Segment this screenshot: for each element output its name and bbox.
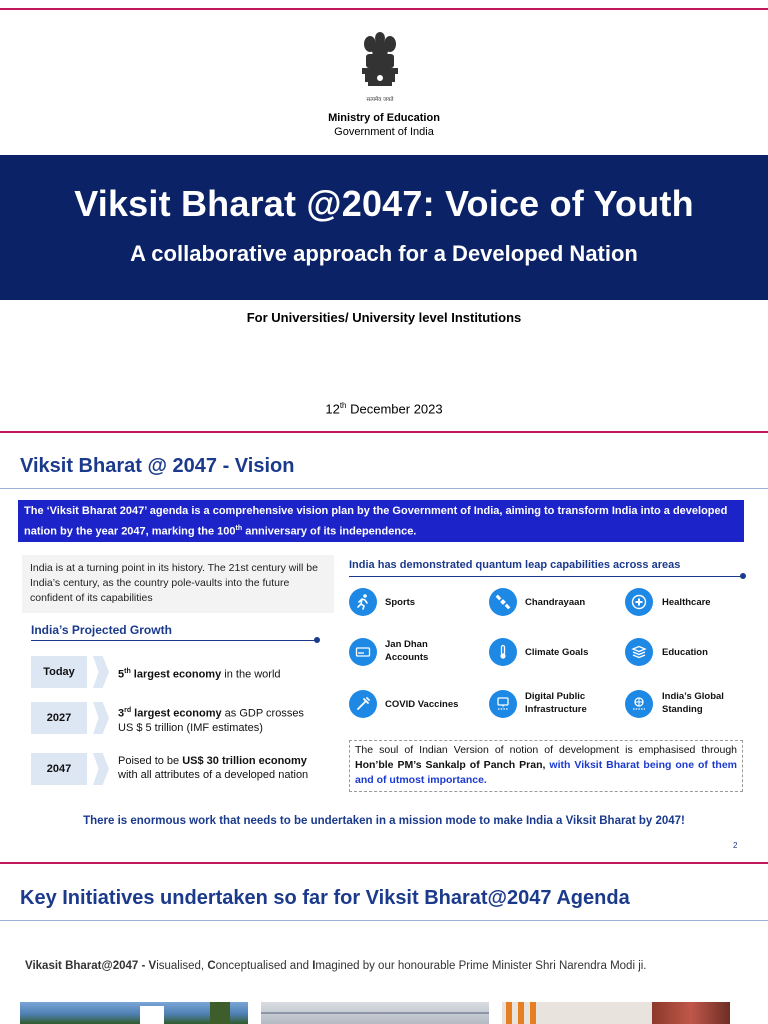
slide-separator-1 (0, 431, 768, 433)
growth-year-today: Today (31, 656, 87, 688)
capability-label: Education (662, 647, 708, 658)
growth-text-2047: Poised to be US$ 30 trillion economy with all attributes of a developed nation (118, 755, 309, 781)
initiative-photo-3 (502, 1002, 730, 1024)
audience-line: For Universities/ University level Institutions (246, 310, 522, 325)
chevron-right-icon (93, 702, 109, 734)
growth-year-2047: 2047 (31, 753, 87, 785)
syringe-icon (349, 690, 377, 718)
turning-point-text: India is at a turning point in its history. The 21st century will be India’s century, as the country pole-vaults into the future confident of its capabilities (22, 555, 334, 613)
main-subtitle: A collaborative approach for a Developed Nation (130, 241, 638, 266)
mission-statement: There is enormous work that needs to be undertaken in a mission mode to make India a Viksit Bharat by 2047! (83, 815, 685, 827)
capabilities-underline-dot (740, 573, 746, 579)
slide-separator-2 (0, 862, 768, 864)
books-icon (625, 638, 653, 666)
chevron-right-icon (93, 656, 109, 688)
medical-cross-icon (625, 588, 653, 616)
main-title: Viksit Bharat @2047: Voice of Youth (74, 183, 694, 224)
slide-top-separator (0, 8, 768, 10)
capability-label: Chandrayaan (525, 597, 586, 608)
capability-label: COVID Vaccines (385, 699, 459, 710)
capability-label: Healthcare (662, 597, 711, 608)
capability-label: Climate Goals (525, 647, 589, 658)
projected-growth-heading: India’s Projected Growth (31, 623, 172, 637)
vision-title: Viksit Bharat @ 2047 - Vision (20, 455, 295, 477)
initiative-photo-2 (261, 1002, 489, 1024)
title-banner (0, 155, 768, 300)
globe-network-icon (625, 690, 653, 718)
vci-statement: Vikasit Bharat@2047 - Visualised, Conceptualised and Imagined by our honourable Prime Minister Shri Narendra Modi ji. (25, 960, 647, 972)
chevron-right-icon (93, 753, 109, 785)
bank-card-icon (349, 638, 377, 666)
capability-label: Jan Dhan Accounts (385, 639, 429, 663)
key-initiatives-title: Key Initiatives undertaken so far for Viksit Bharat@2047 Agenda (20, 887, 630, 909)
growth-underline (31, 640, 317, 641)
emblem-motto: सत्यमेव जयते (366, 97, 394, 103)
capabilities-underline (349, 576, 743, 577)
capabilities-heading: India has demonstrated quantum leap capabilities across areas (349, 559, 681, 571)
title-underline (0, 488, 768, 489)
growth-text-2027: 3rd largest economy as GDP crosses US $ 5 trillion (IMF estimates) (118, 707, 304, 734)
panch-pran-note: The soul of Indian Version of notion of development is emphasised through Hon’ble PM’s Sankalp of Panch Pran, with Viksit Bharat being one of them and of utmost importance. (349, 740, 743, 792)
vision-intro-box: The ‘Viksit Bharat 2047’ agenda is a comprehensive vision plan by the Government of India, aiming to transform India into a developed nation by the year 2047, marking the 100th anniversary of its independence. (18, 500, 744, 542)
capability-label: Sports (385, 597, 416, 608)
capability-label: India’s Global Standing (662, 691, 724, 715)
initiative-photo-1 (20, 1002, 248, 1024)
title-underline (0, 920, 768, 921)
capability-label: Digital Public Infrastructure (525, 691, 587, 715)
growth-text-today: 5th largest economy in the world (118, 668, 281, 681)
presentation-date: 12th December 2023 (325, 401, 443, 417)
ministry-name: Ministry of Education (328, 112, 440, 124)
page-number: 2 (733, 841, 738, 850)
network-icon (489, 690, 517, 718)
growth-underline-dot (314, 637, 320, 643)
runner-icon (349, 588, 377, 616)
government-name: Government of India (334, 126, 434, 138)
thermometer-icon (489, 638, 517, 666)
growth-year-2027: 2027 (31, 702, 87, 734)
satellite-icon (489, 588, 517, 616)
